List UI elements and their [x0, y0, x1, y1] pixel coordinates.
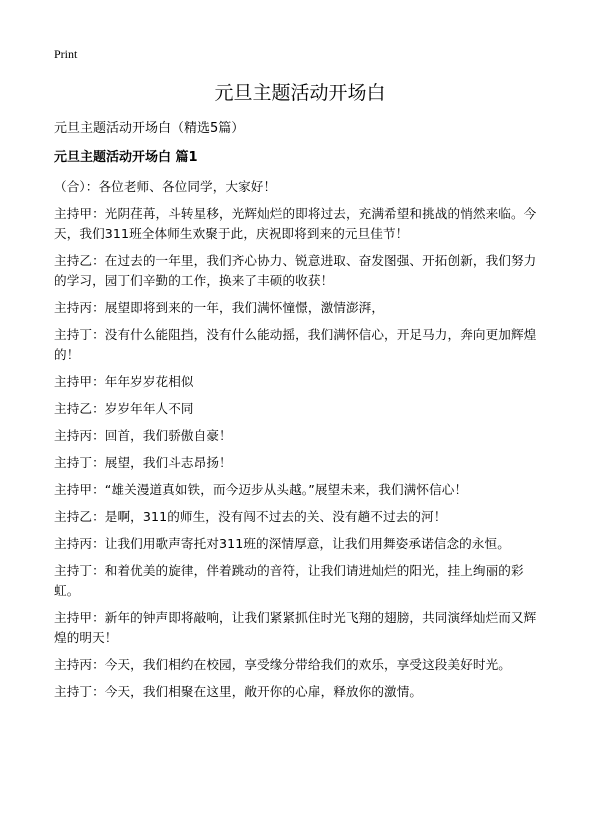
- section-heading: 元旦主题活动开场白 篇1: [54, 150, 198, 165]
- paragraph: 主持丙：今天，我们相约在校园，享受缘分带给我们的欢乐，享受这段美好时光。: [54, 657, 511, 672]
- paragraph: 主持甲：新年的钟声即将敲响，让我们紧紧抓住时光飞翔的翅膀，共同演绎灿烂而又辉煌的明天！: [54, 610, 537, 645]
- paragraph: 主持丁：展望，我们斗志昂扬！: [54, 455, 232, 470]
- paragraph: 主持甲：“雄关漫道真如铁，而今迈步从头越。”展望未来，我们满怀信心！: [54, 482, 468, 497]
- paragraph: 主持乙：在过去的一年里，我们齐心协力、锐意进取、奋发图强、开拓创新，我们努力的学习，园丁们辛勤的工作，换来了丰硕的收获！: [54, 253, 537, 288]
- page-title: 元旦主题活动开场白: [214, 82, 386, 104]
- paragraph: 主持乙：岁岁年年人不同: [54, 401, 194, 416]
- paragraph: 主持丁：和着优美的旋律，伴着跳动的音符，让我们请进灿烂的阳光，挂上绚丽的彩虹。: [54, 563, 524, 598]
- print-label: Print: [54, 47, 78, 61]
- paragraph: 主持丙：展望即将到来的一年，我们满怀憧憬，激情澎湃，: [54, 300, 385, 315]
- paragraph: 主持乙：是啊，311的师生，没有闯不过去的关、没有趟不过去的河！: [54, 509, 447, 524]
- document-subtitle: 元旦主题活动开场白（精选5篇）: [54, 121, 245, 136]
- document-body: [54, 121, 548, 709]
- paragraph: 主持甲：年年岁岁花相似: [54, 374, 194, 389]
- paragraph: 主持甲：光阴荏苒，斗转星移，光辉灿烂的即将过去，充满希望和挑战的悄然来临。今天，我们311班全体师生欢聚于此，庆祝即将到来的元旦佳节！: [54, 206, 537, 241]
- paragraph: 主持丁：今天，我们相聚在这里，敞开你的心扉，释放你的激情。: [54, 684, 423, 699]
- paragraph: 主持丁：没有什么能阻挡，没有什么能动摇，我们满怀信心，开足马力，奔向更加辉煌的！: [54, 327, 537, 362]
- paragraph: （合）：各位老师、各位同学，大家好！: [54, 179, 277, 194]
- paragraph: 主持丙：让我们用歌声寄托对311班的深情厚意，让我们用舞姿承诺信念的永恒。: [54, 536, 510, 551]
- paragraph: 主持丙：回首，我们骄傲自豪！: [54, 428, 232, 443]
